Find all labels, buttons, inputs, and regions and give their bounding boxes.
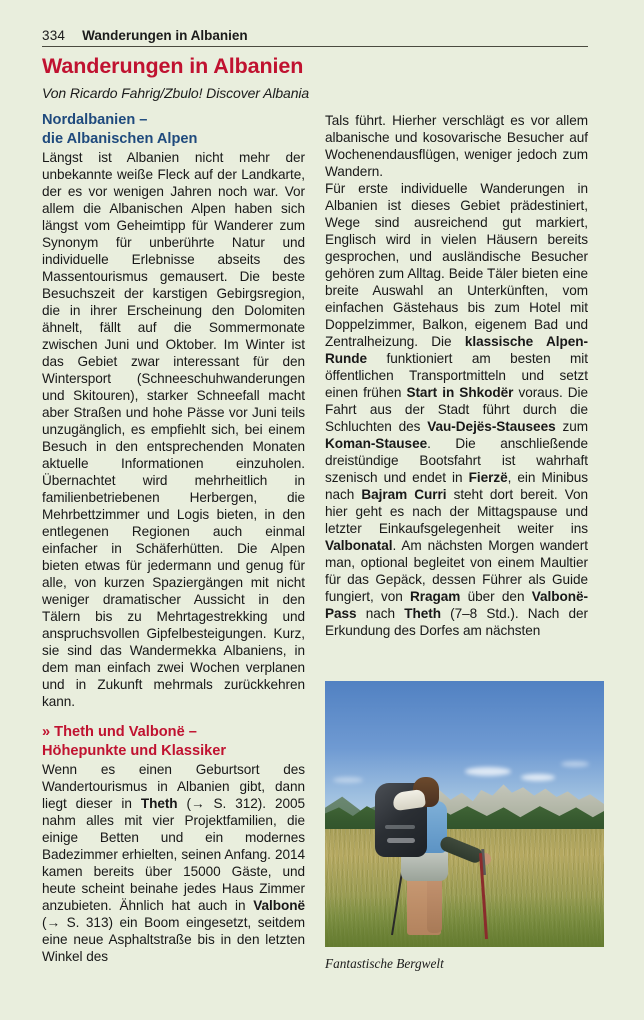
article-title: Wanderungen in Albanien <box>42 54 304 78</box>
place-name-theth-2: Theth <box>404 606 441 621</box>
text-run: nach <box>356 606 405 621</box>
right-paragraph-2 <box>325 180 588 639</box>
place-name-valbone-pass: Valbonë-Pass <box>325 589 589 621</box>
cloud-icon <box>561 761 589 767</box>
hiker-photo <box>325 681 604 947</box>
running-header <box>42 28 588 47</box>
backpack-strap <box>385 825 415 829</box>
place-name-rragam: Rragam <box>410 589 461 604</box>
left-paragraph-1: Längst ist Albanien nicht mehr der unbekannte weiße Fleck auf der Landkarte, der es vor wenigen Jahren noch war. Vor allem die Albanischen Alpen haben sich längst vom Geheimtipp für Wanderer zum Synonym für unberührte Natur und individuelle Erlebnisse abseits des Massentourismus gemausert. Die beste Besuchszeit der karstigen Gebirgsregion, die in ihrer Erscheinung den Dolomiten ähnelt, fällt auf die Sommermonate zwischen Juni und Oktober. Im Winter ist das Gebiet zwar interessant für den Wintersport (Schneeschuhwanderungen und Skitouren), starker Schneefall macht aber Straßen und hohe Pässe vor Juni teils unzugänglich, es empfiehlt sich, bei einem Besuch in den entsprechenden Monaten aktuelle Informationen einzuholen. Übernachtet wird mehrheitlich in familienbetriebenen Herbergen, die Mehrbettzimmer und Logis bieten, in den entlegenen Regionen auch einmal einfacher in Schäferhütten. Die Alpen bieten etwas für jedermann und genug für alle, von kurzen Spaziergängen mit nicht weniger dramatischer Aussicht in den Tälern bis zu Mehrtagestrekking und anspruchsvollen Gipfelbesteigungen. Kurz, sie sind das Wandermekka Albaniens, in dem man einfach zwei Wochen verplanen und in Zukunft mehrmals zurückkehren kann. <box>42 150 305 709</box>
text-run: funktioniert am besten mit öffentlichen Transportmitteln und setzt einen frühen <box>325 351 588 400</box>
text-run: Wenn es einen Geburtsort des Wandertourismus in Albanien gibt, dann liegt dieser in <box>42 762 305 811</box>
hiker-figure <box>365 735 485 935</box>
text-run: über den <box>460 589 532 604</box>
place-name-koman: Koman-Stausee <box>325 436 428 451</box>
text-run: voraus. Die Fahrt aus der Stadt führt durch die Schluchten des <box>325 385 589 434</box>
subsection-heading-line-2: Höhepunkte und Klassiker <box>42 742 227 759</box>
left-paragraph-2 <box>42 761 305 965</box>
text-run: , ein Minibus nach <box>325 470 588 502</box>
left-text-column <box>42 112 305 965</box>
place-name-valbone: Valbonë <box>253 898 305 913</box>
text-run: steht dort bereit. Von hier geht es nach der Mittagspause und letzter Einkaufsgelegenheit weiter ins <box>325 487 588 536</box>
text-run: (7–8 Std.). Nach der Erkundung des Dorfes am nächsten <box>325 606 588 638</box>
figure <box>325 681 604 972</box>
term-klassische-alpen-runde: klassische Alpen-Runde <box>325 334 588 366</box>
text-run: . Am nächsten Morgen wandert man, optional begleitet von einem Maultier für das Gepäck, dessen Führer als Guide fungiert, von <box>325 538 588 604</box>
text-run: . Die anschließende dreistündige Bootsfahrt ist wahrhaft szenisch und endet in <box>325 436 588 485</box>
page-number: 334 <box>42 28 66 43</box>
article-byline: Von Ricardo Fahrig/Zbulo! Discover Albania <box>42 85 310 101</box>
subsection-heading-line-1: » Theth und Valbonë – <box>42 724 197 740</box>
right-paragraph-1: Tals führt. Hierher verschlägt es vor allem albanische und kosovarische Besucher auf Wochenendausflügen, weniger jedoch zum Wandern. <box>325 113 588 179</box>
paragraph-spacer <box>42 710 305 724</box>
place-name-theth: Theth <box>140 796 178 811</box>
backpack-strap <box>387 838 415 843</box>
text-run: (→ S. 313) ein Boom eingesetzt, seitdem eine neue Asphaltstraße bis in den letzten Winkel des <box>42 915 305 964</box>
term-start-in-shkoder: Start in Shkodër <box>406 385 514 400</box>
place-name-vau-dejes: Vau-Dejës-Stausees <box>427 419 556 434</box>
section-heading-line-2: die Albanischen Alpen <box>42 130 198 147</box>
running-header-title: Wanderungen in Albanien <box>82 28 248 43</box>
place-name-bajram-curri: Bajram Curri <box>361 487 447 502</box>
text-run: zum <box>555 419 588 434</box>
section-heading-line-1: Nordalbanien – <box>42 112 148 128</box>
text-run: Für erste individuelle Wanderungen in Albanien ist dieses Gebiet prädestiniert, Wege sind ausreichend gut markiert, Englisch wird in vielen Häusern bereits gesprochen, und ausländische Besucher gehören zum Alltag. Beide Täler bieten eine breite Auswahl an Unterkünften, vom einfachen Gästehaus bis zum Hotel mit Doppelzimmer, Balkon, eigenem Bad und Zentralheizung. Die <box>325 181 588 349</box>
figure-caption: Fantastische Bergwelt <box>325 956 444 971</box>
right-text-column <box>325 112 588 639</box>
place-name-valbonatal: Valbonatal <box>325 538 393 553</box>
place-name-fierze: Fierzë <box>468 470 508 485</box>
text-run: (→ S. 312). 2005 nahm alles mit vier Projektfamilien, die einige Betten und ein modernes Badezimmer erhielten, seinen Anfang. 2014 kamen bereits über 15000 Gäste, und heute scheint beinahe jedes Haus Zimmer anzubieten. Ähnlich hat auch in <box>42 796 305 913</box>
hiker-leg-second <box>427 875 442 933</box>
